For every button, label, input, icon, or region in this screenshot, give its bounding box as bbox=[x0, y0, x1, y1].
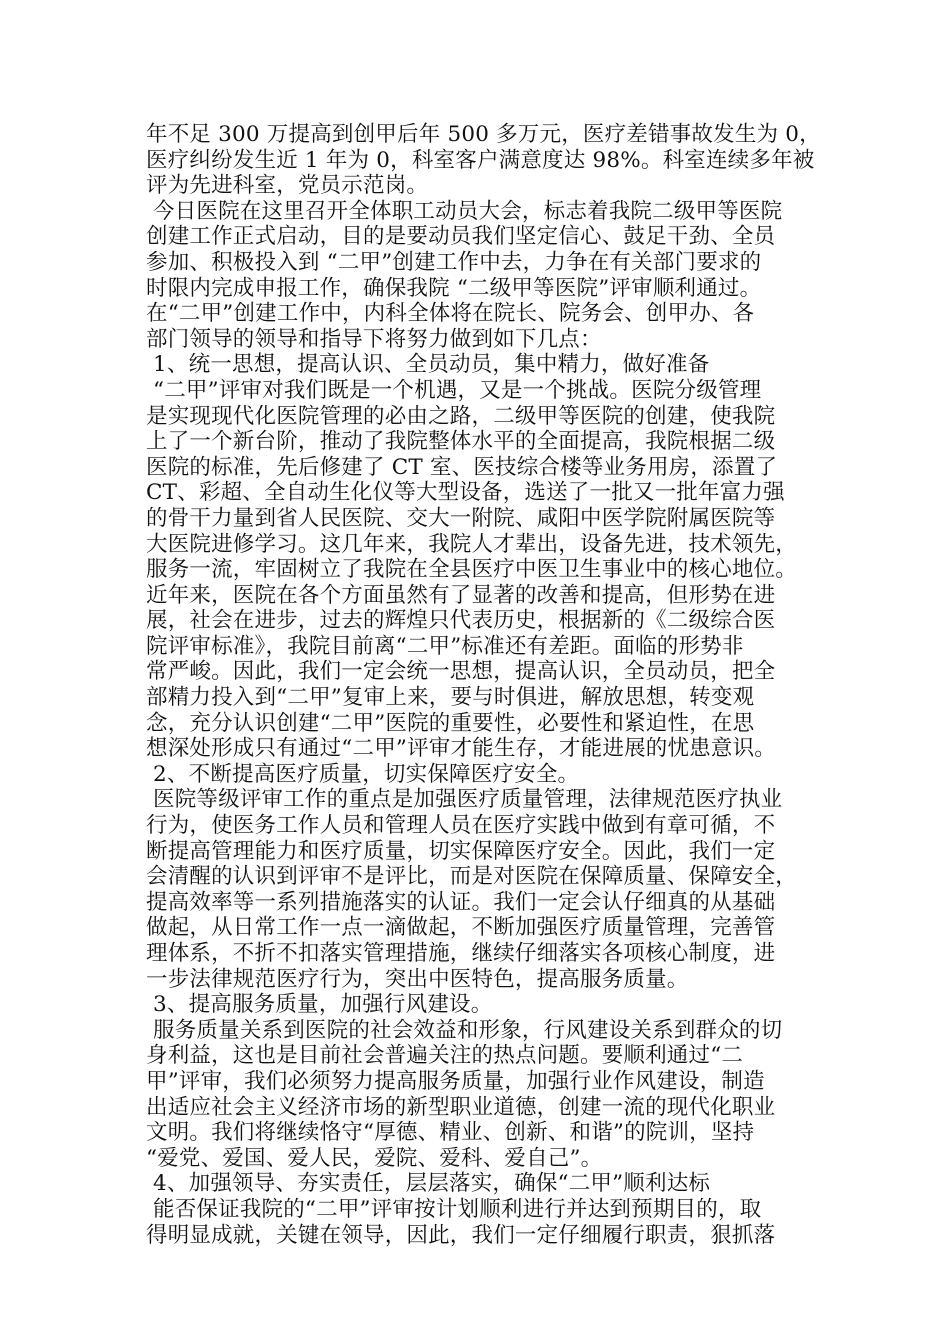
text-line: 理体系，不折不扣落实管理措施，继续仔细落实各项核心制度，进 bbox=[146, 941, 776, 966]
text-line: 医院的标准，先后修建了 CT 室、医技综合楼等业务用房，添置了 bbox=[146, 454, 778, 480]
text-line: 文明。我们将继续恪守“厚德、精业、创新、和谐”的院训，坚持 bbox=[146, 1120, 755, 1146]
text-line: 近年来，医院在各个方面虽然有了显著的改善和提高，但形势在进 bbox=[146, 582, 776, 608]
text-line: 创建工作正式启动，目的是要动员我们坚定信心、鼓足干劲、全员 bbox=[146, 224, 776, 250]
text-line: 1、统一思想，提高认识、全员动员，集中精力，做好准备 bbox=[146, 352, 710, 378]
text-line: 甲”评审，我们必须努力提高服务质量，加强行业作风建设，制造 bbox=[146, 1068, 765, 1094]
text-line: 提高效率等一系列措施落实的认证。我们一定会认仔细真的从基础 bbox=[146, 889, 776, 915]
text-line: 一步法律规范医疗行为，突出中医特色，提高服务质量。 bbox=[146, 966, 689, 992]
text-line: 医院等级评审工作的重点是加强医疗质量管理，法律规范医疗执业 bbox=[146, 787, 783, 813]
text-line: 院评审标准》，我院目前离“二甲”标准还有差距。面临的形势非 bbox=[146, 633, 744, 659]
document-body bbox=[146, 122, 821, 1248]
text-line: 参加、积极投入到 “二甲”创建工作中去，力争在有关部门要求的 bbox=[146, 249, 762, 275]
text-line: 做起，从日常工作一点一滴做起，不断加强医疗质量管理，完善管 bbox=[146, 915, 776, 941]
text-line: 念，充分认识创建“二甲”医院的重要性，必要性和紧迫性，在思 bbox=[146, 710, 755, 736]
text-line: 身利益，这也是目前社会普遍关注的热点问题。要顺利通过“二 bbox=[146, 1043, 744, 1069]
text-line: 今日医院在这里召开全体职工动员大会，标志着我院二级甲等医院 bbox=[146, 198, 783, 224]
text-line: 断提高管理能力和医疗质量，切实保障医疗安全。因此，我们一定 bbox=[146, 838, 776, 864]
text-line: 服务质量关系到医院的社会效益和形象，行风建设关系到群众的切 bbox=[146, 1017, 783, 1043]
text-line: 想深处形成只有通过“二甲”评审才能生存，才能进展的忧患意识。 bbox=[146, 736, 776, 762]
text-line: 能否保证我院的“二甲”评审按计划顺利进行并达到预期目的，取 bbox=[146, 1196, 762, 1222]
text-line: 评为先进科室，党员示范岗。 bbox=[146, 173, 429, 199]
text-line: 常严峻。因此，我们一定会统一思想，提高认识，全员动员，把全 bbox=[146, 659, 776, 685]
text-line: 时限内完成申报工作，确保我院 “二级甲等医院”评审顺利通过。 bbox=[146, 275, 762, 301]
text-line: 上了一个新台阶，推动了我院整体水平的全面提高，我院根据二级 bbox=[146, 429, 776, 455]
text-line: 出适应社会主义经济市场的新型职业道德，创建一流的现代化职业 bbox=[146, 1094, 776, 1120]
text-line: 在“二甲”创建工作中，内科全体将在院长、院务会、创甲办、各 bbox=[146, 301, 755, 327]
text-line: 4、加强领导、夯实责任，层层落实，确保“二甲”顺利达标 bbox=[146, 1171, 711, 1197]
text-line: CT、彩超、全自动生化仪等大型设备，选送了一批又一批年富力强 bbox=[146, 480, 785, 506]
text-line: 3、提高服务质量，加强行风建设。 bbox=[146, 992, 493, 1018]
text-line: 部精力投入到“二甲”复审上来，要与时俱进，解放思想，转变观 bbox=[146, 685, 755, 711]
text-line: 服务一流，牢固树立了我院在全县医疗中医卫生事业中的核心地位。 bbox=[146, 557, 798, 583]
text-line: 部门领导的领导和指导下将努力做到如下几点： bbox=[146, 326, 602, 352]
text-line: “爱党、爱国、爱人民，爱院、爱科、爱自己”。 bbox=[146, 1145, 603, 1171]
text-line: 医疗纠纷发生近 1 年为 0，科室客户满意度达 98%。科室连续多年被 bbox=[146, 147, 815, 173]
text-line: 2、不断提高医疗质量，切实保障医疗安全。 bbox=[146, 761, 580, 787]
text-line: 会清醒的认识到评审不是评比，而是对医院在保障质量、保障安全， bbox=[146, 864, 798, 890]
text-line: 行为，使医务工作人员和管理人员在医疗实践中做到有章可循，不 bbox=[146, 813, 776, 839]
text-line: 得明显成就，关键在领导，因此，我们一定仔细履行职责，狠抓落 bbox=[146, 1222, 776, 1248]
text-line: 年不足 300 万提高到创甲后年 500 多万元，医疗差错事故发生为 0， bbox=[146, 122, 821, 147]
text-line: 大医院进修学习。这几年来，我院人才辈出，设备先进，技术领先， bbox=[146, 531, 798, 557]
text-line: 是实现现代化医院管理的必由之路，二级甲等医院的创建，使我院 bbox=[146, 403, 776, 429]
text-line: 的骨干力量到省人民医院、交大一附院、咸阳中医学院附属医院等 bbox=[146, 505, 776, 531]
text-line: 展，社会在进步，过去的辉煌只代表历史，根据新的《二级综合医 bbox=[146, 608, 776, 634]
text-line: “二甲”评审对我们既是一个机遇，又是一个挑战。医院分级管理 bbox=[146, 377, 762, 403]
